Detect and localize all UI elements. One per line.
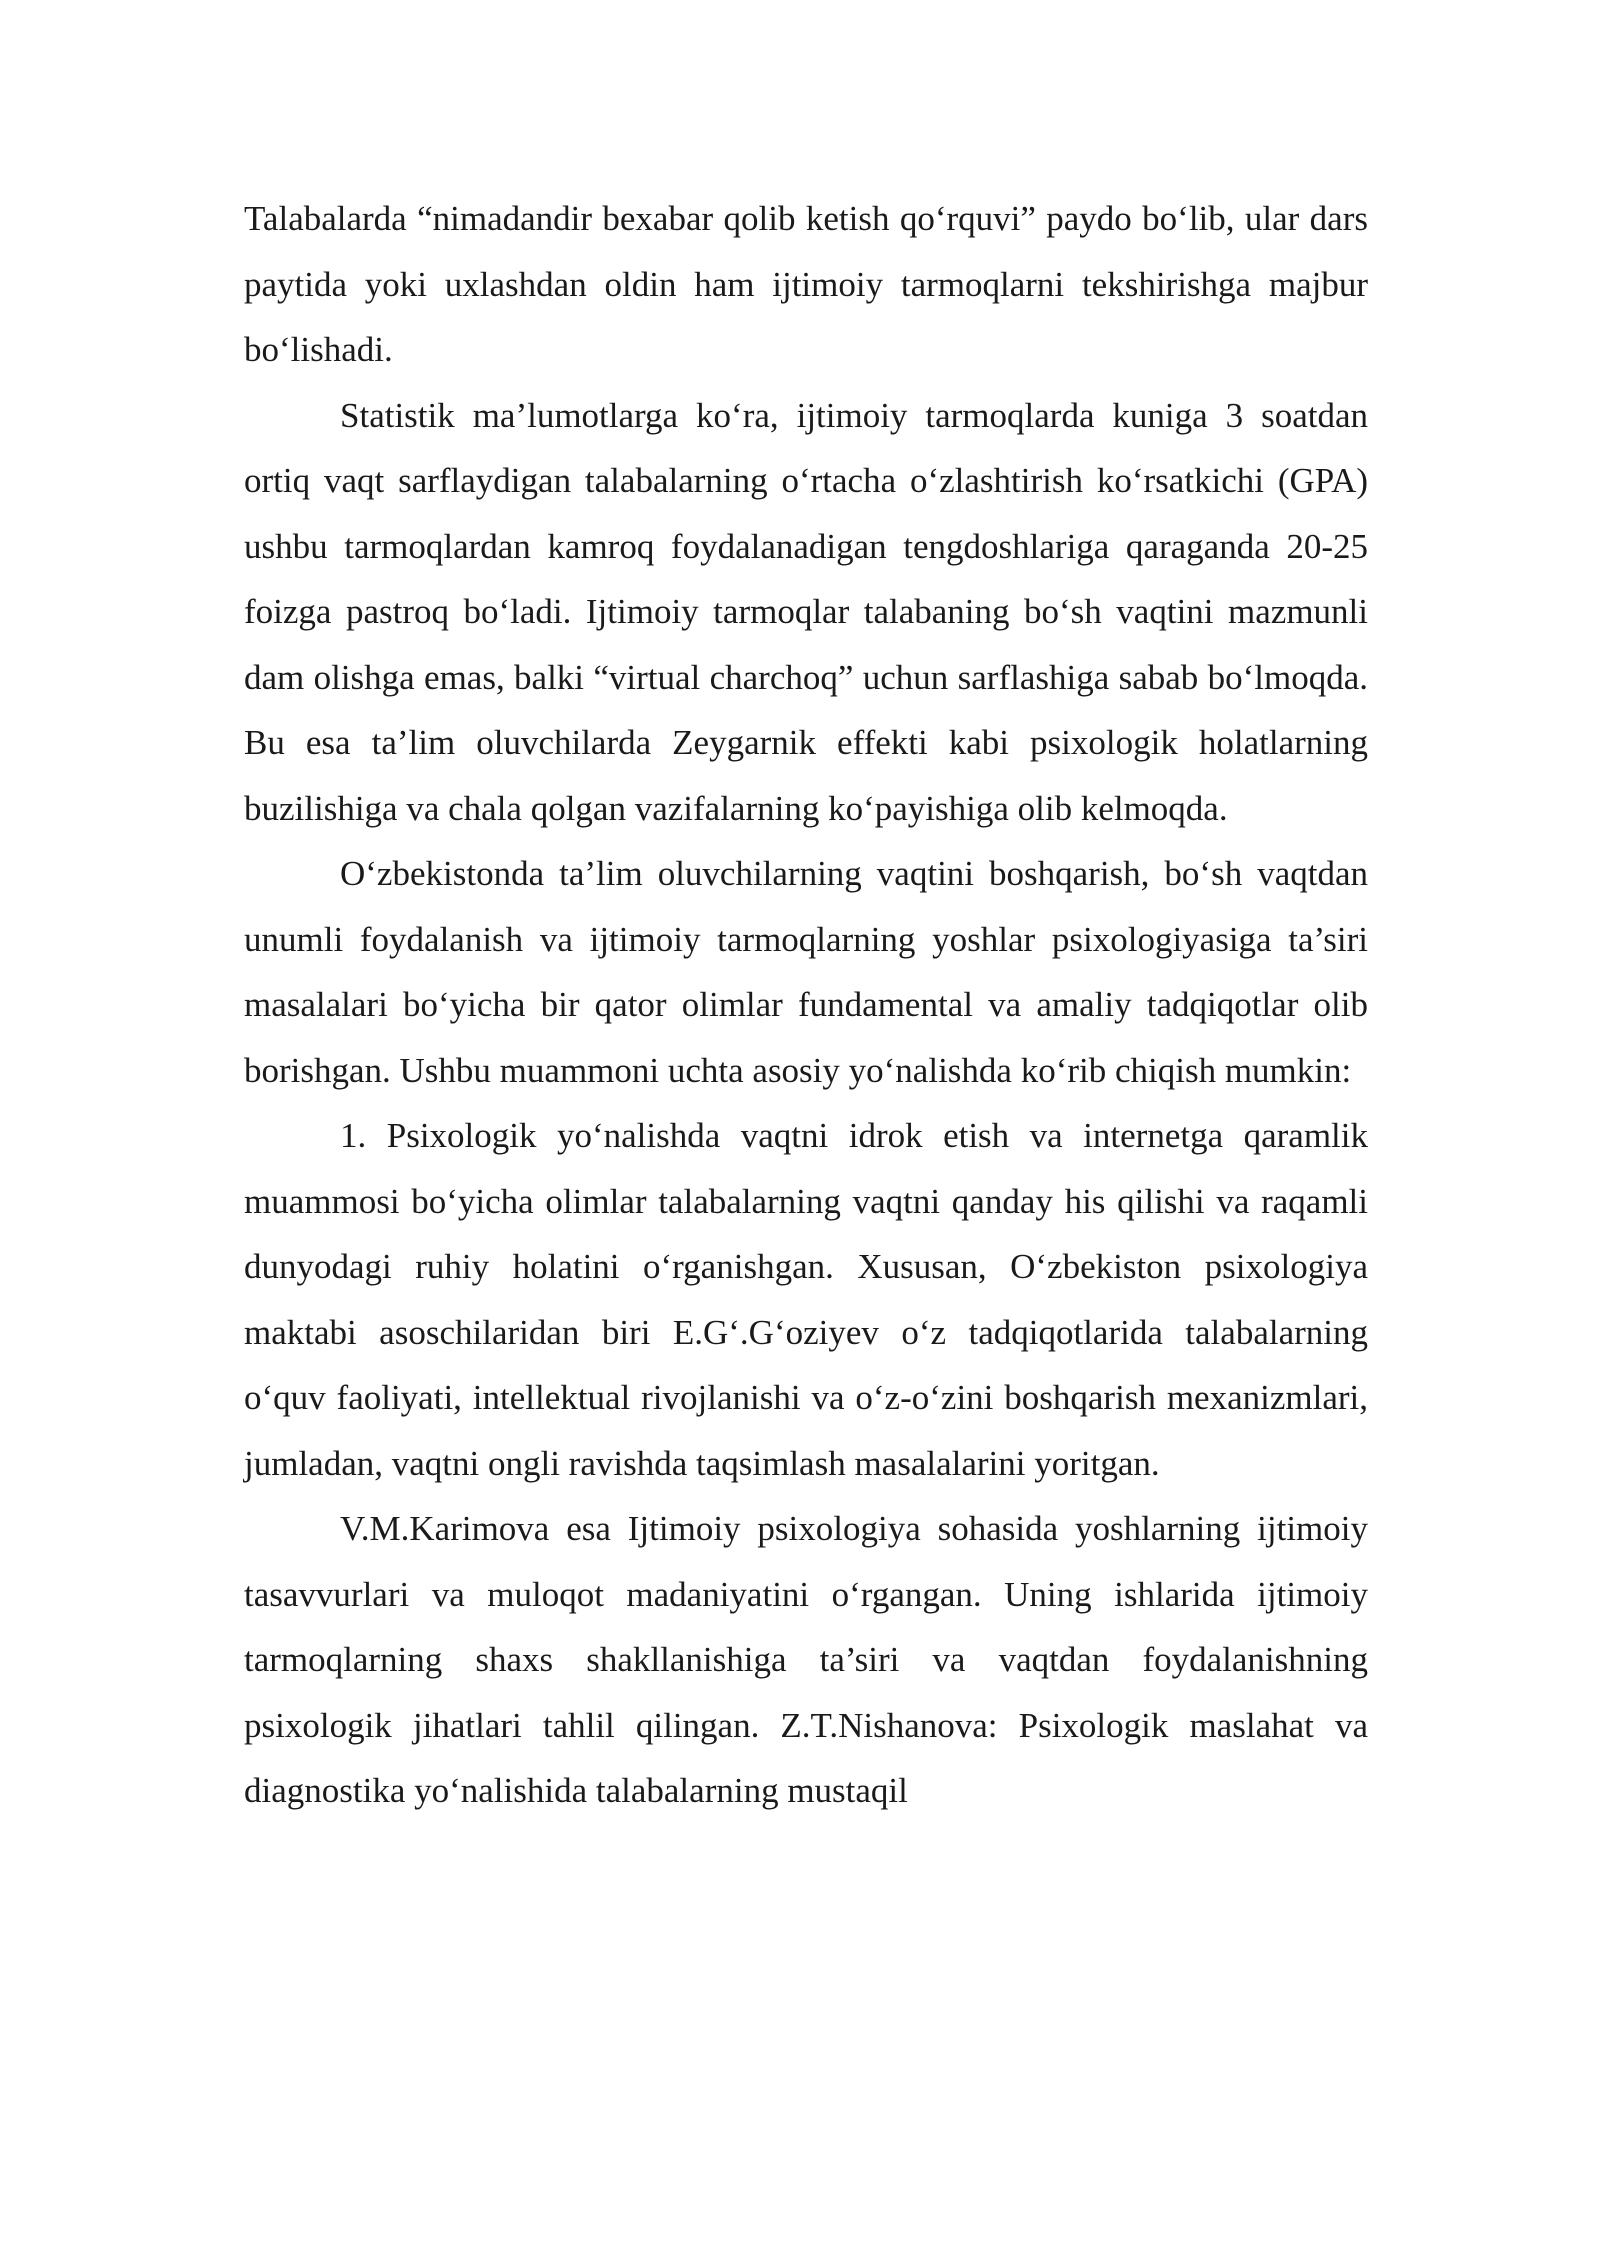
paragraph-3: O‘zbekistonda ta’lim oluvchilarning vaqtini boshqarish, bo‘sh vaqtdan unumli foydalanish va ijtimoiy tarmoqlarning yoshlar psixologiyasiga ta’siri masalalari bo‘yicha bir qator olimlar fundamental va amaliy tadqiqotlar olib borishgan. Ushbu muammoni uchta asosiy yo‘nalishda ko‘rib chiqish mumkin: [244, 854, 1368, 1090]
body-text [244, 186, 1368, 1824]
paragraph-2: Statistik ma’lumotlarga ko‘ra, ijtimoiy tarmoqlarda kuniga 3 soatdan ortiq vaqt sarflaydigan talabalarning o‘rtacha o‘zlashtirish ko‘rsatkichi (GPA) ushbu tarmoqlardan kamroq foydalanadigan tengdoshlariga qaraganda 20-25 foizga pastroq bo‘ladi. Ijtimoiy tarmoqlar talabaning bo‘sh vaqtini mazmunli dam olishga emas, balki “virtual charchoq” uchun sarflashiga sabab bo‘lmoqda. Bu esa ta’lim oluvchilarda Zeygarnik effekti kabi psixologik holatlarning buzilishiga va chala qolgan vazifalarning ko‘payishiga olib kelmoqda. [244, 395, 1368, 828]
paragraph-1: Talabalarda “nimadandir bexabar qolib ketish qo‘rquvi” paydo bo‘lib, ular dars paytida yoki uxlashdan oldin ham ijtimoiy tarmoqlarni tekshirishga majbur bo‘lishadi. [244, 199, 1368, 369]
paragraph-4: 1. Psixologik yo‘nalishda vaqtni idrok etish va internetga qaramlik muammosi bo‘yicha olimlar talabalarning vaqtni qanday his qilishi va raqamli dunyodagi ruhiy holatini o‘rganishgan. Xususan, O‘zbekiston psixologiya maktabi asoschilaridan biri E.G‘.G‘oziyev o‘z tadqiqotlarida talabalarning o‘quv faoliyati, intellektual rivojlanishi va o‘z-o‘zini boshqarish mexanizmlari, jumladan, vaqtni ongli ravishda taqsimlash masalalarini yoritgan. [244, 1116, 1368, 1483]
paragraph-5: V.M.Karimova esa Ijtimoiy psixologiya sohasida yoshlarning ijtimoiy tasavvurlari va muloqot madaniyatini o‘rgangan. Uning ishlarida ijtimoiy tarmoqlarning shaxs shakllanishiga ta’siri va vaqtdan foydalanishning psixologik jihatlari tahlil qilingan. Z.T.Nishanova: Psixologik maslahat va diagnostika yo‘nalishida talabalarning mustaqil [244, 1509, 1368, 1810]
